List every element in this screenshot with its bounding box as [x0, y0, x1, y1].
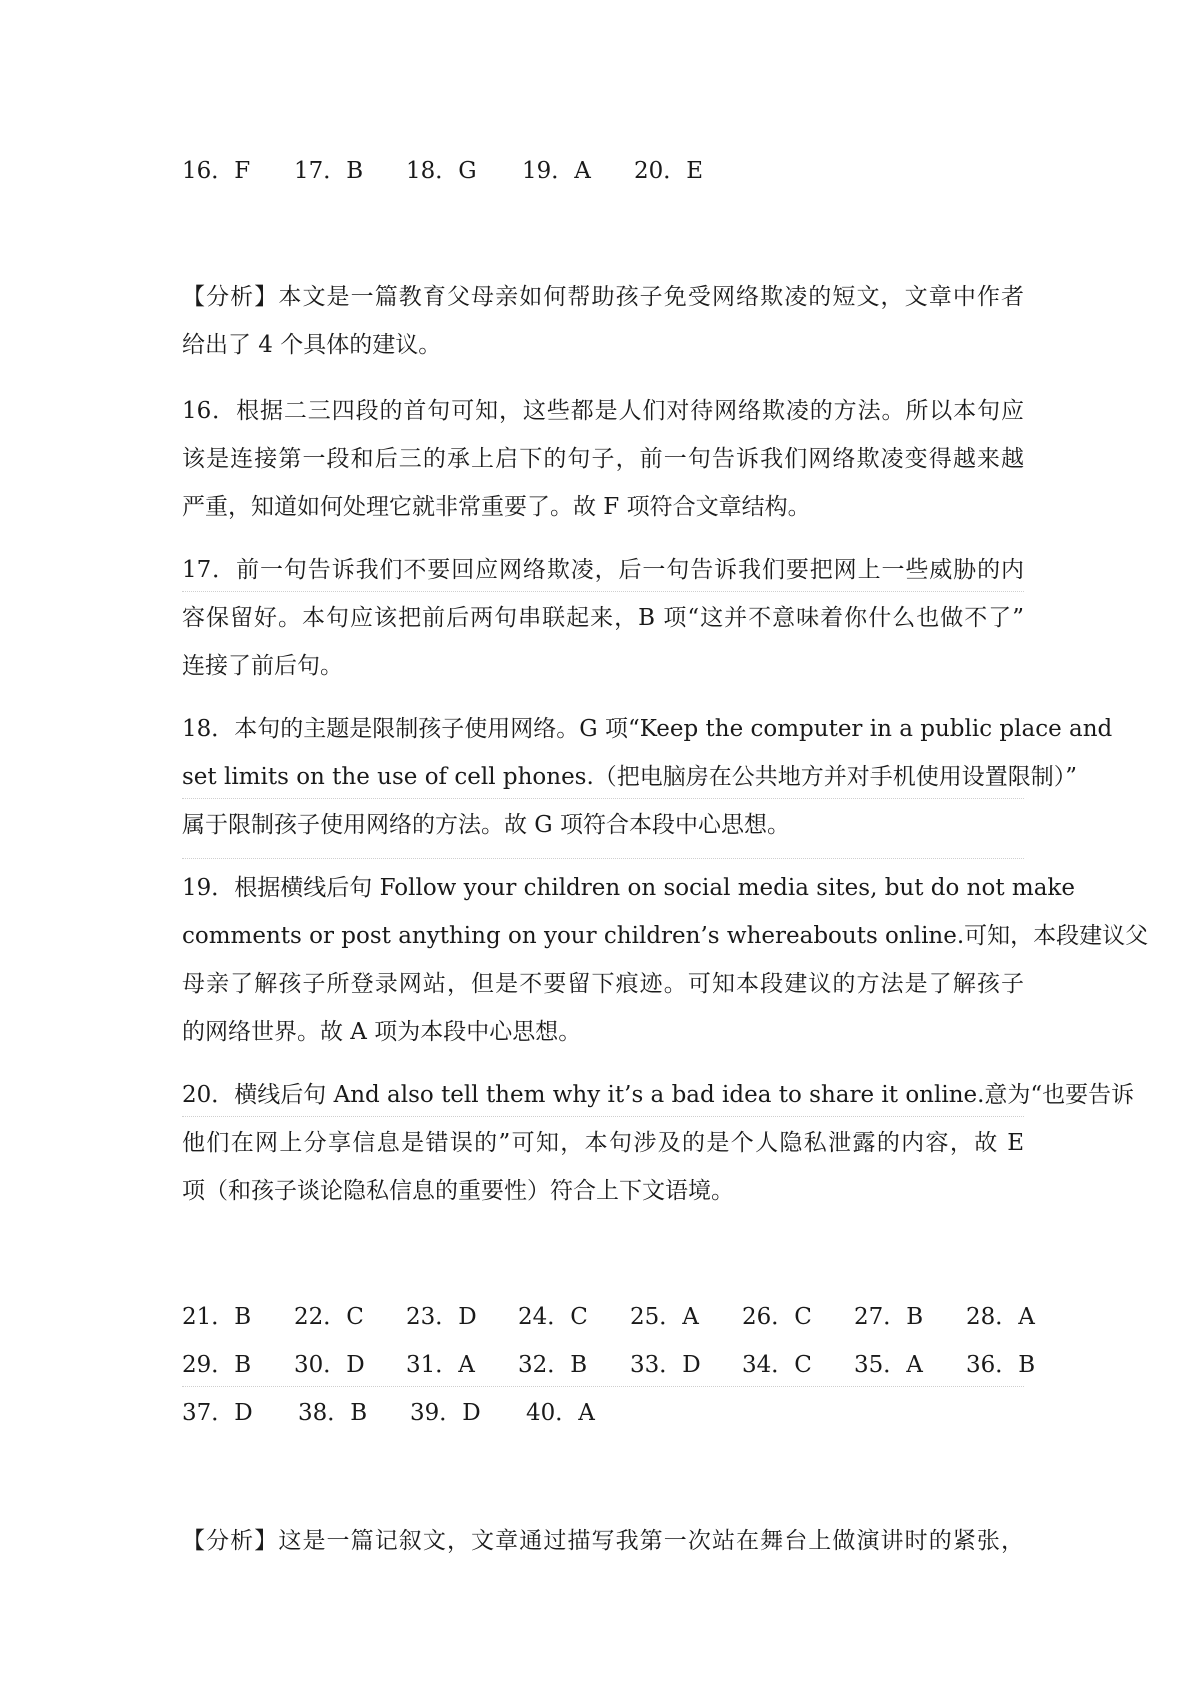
answer-40: 40．A	[526, 1400, 595, 1426]
answer-27: 27．B	[854, 1304, 924, 1330]
text-line: 的网络世界。故 A 项为本段中心思想。	[182, 1019, 582, 1045]
dotted-rule	[182, 1116, 1024, 1117]
answer-18: 18．G	[406, 158, 477, 184]
answer-26: 26．C	[742, 1304, 812, 1330]
answer-36: 36．B	[966, 1352, 1036, 1378]
answer-22: 22．C	[294, 1304, 364, 1330]
answer-33: 33．D	[630, 1352, 701, 1378]
text-line: 【分析】这是一篇记叙文，文章通过描写我第一次站在舞台上做演讲时的紧张，	[182, 1528, 1024, 1554]
answer-19: 19．A	[522, 158, 591, 184]
answer-25: 25．A	[630, 1304, 699, 1330]
text-line: 连接了前后句。	[182, 653, 343, 679]
answer-20: 20．E	[634, 158, 704, 184]
text-line: 18．本句的主题是限制孩子使用网络。G 项“Keep the computer in a public place and	[182, 716, 1113, 742]
text-line: 项（和孩子谈论隐私信息的重要性）符合上下文语境。	[182, 1178, 734, 1204]
text-line: set limits on the use of cell phones.（把电脑房在公共地方并对手机使用设置限制）”	[182, 764, 1078, 790]
answer-28: 28．A	[966, 1304, 1035, 1330]
answer-21: 21．B	[182, 1304, 252, 1330]
answer-17: 17．B	[294, 158, 364, 184]
answer-39: 39．D	[410, 1400, 481, 1426]
answer-37: 37．D	[182, 1400, 253, 1426]
text-line: 【分析】本文是一篇教育父母亲如何帮助孩子免受网络欺凌的短文，文章中作者	[182, 284, 1024, 310]
answer-16: 16．F	[182, 158, 251, 184]
text-line: 20．横线后句 And also tell them why it’s a bad idea to share it online.意为“也要告诉	[182, 1082, 1135, 1108]
answer-30: 30．D	[294, 1352, 365, 1378]
answer-31: 31．A	[406, 1352, 475, 1378]
answer-23: 23．D	[406, 1304, 477, 1330]
text-line: 母亲了解孩子所登录网站，但是不要留下痕迹。可知本段建议的方法是了解孩子	[182, 971, 1024, 997]
dotted-rule	[182, 591, 1024, 592]
answer-32: 32．B	[518, 1352, 588, 1378]
text-line: comments or post anything on your children’s whereabouts online.可知，本段建议父	[182, 923, 1149, 949]
dotted-rule	[182, 858, 1024, 859]
text-line: 16．根据二三四段的首句可知，这些都是人们对待网络欺凌的方法。所以本句应	[182, 398, 1024, 424]
text-line: 属于限制孩子使用网络的方法。故 G 项符合本段中心思想。	[182, 812, 790, 838]
text-line: 给出了 4 个具体的建议。	[182, 332, 442, 358]
text-line: 17．前一句告诉我们不要回应网络欺凌，后一句告诉我们要把网上一些威胁的内	[182, 557, 1024, 583]
dotted-rule	[182, 1386, 1024, 1387]
dotted-rule	[182, 798, 1024, 799]
text-line: 严重，知道如何处理它就非常重要了。故 F 项符合文章结构。	[182, 494, 811, 520]
answer-29: 29．B	[182, 1352, 252, 1378]
text-line: 19．根据横线后句 Follow your children on social media sites, but do not make	[182, 875, 1075, 901]
answer-24: 24．C	[518, 1304, 588, 1330]
text-line: 该是连接第一段和后三的承上启下的句子，前一句告诉我们网络欺凌变得越来越	[182, 446, 1024, 472]
text-line: 他们在网上分享信息是错误的”可知，本句涉及的是个人隐私泄露的内容，故 E	[182, 1130, 1024, 1156]
answer-34: 34．C	[742, 1352, 812, 1378]
text-line: 容保留好。本句应该把前后两句串联起来，B 项“这并不意味着你什么也做不了”	[182, 605, 1024, 631]
answer-35: 35．A	[854, 1352, 923, 1378]
answer-38: 38．B	[298, 1400, 368, 1426]
